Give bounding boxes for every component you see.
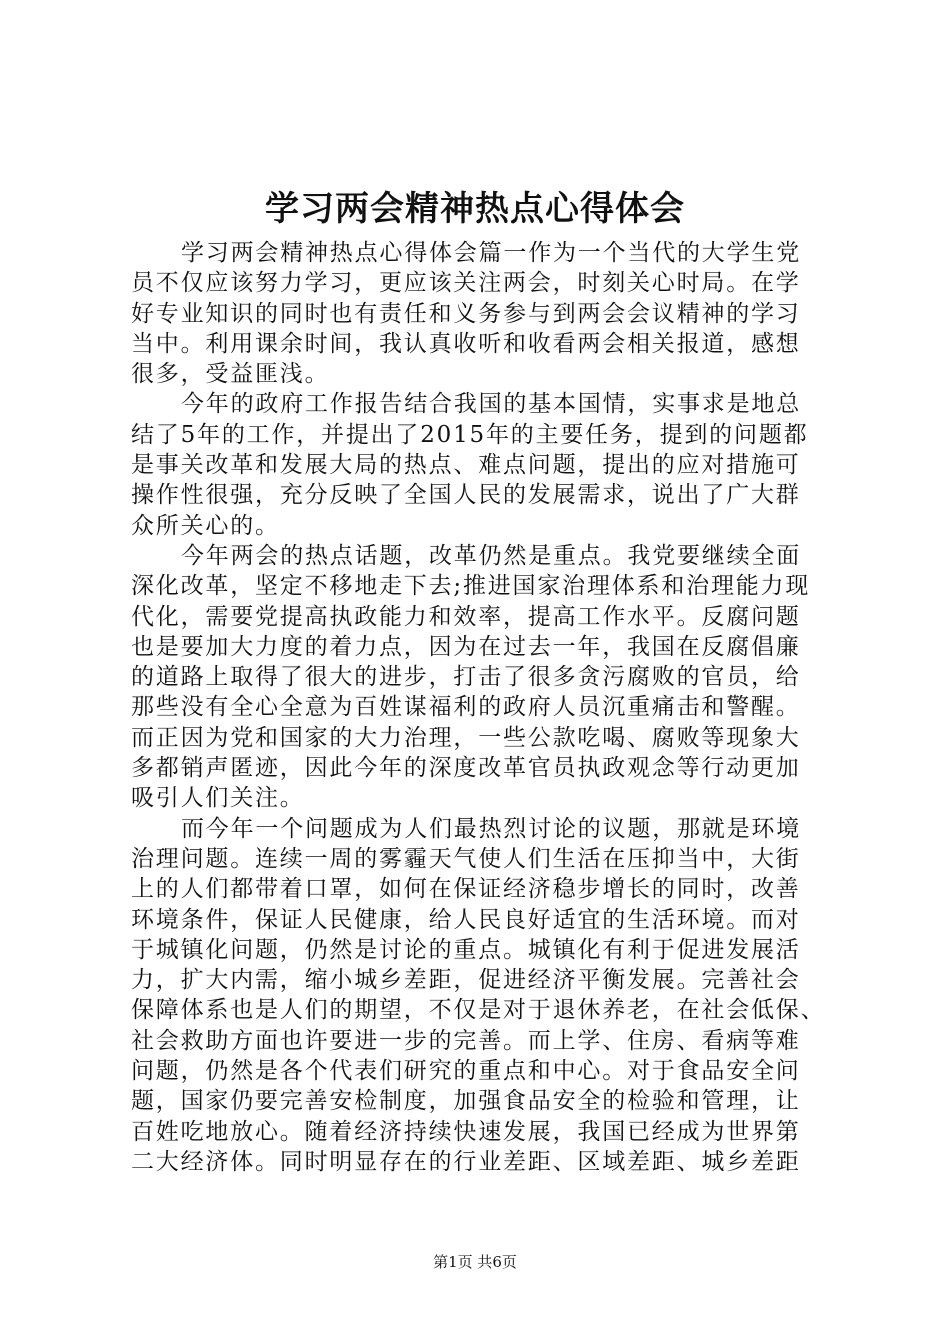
body-line: 于城镇化问题，仍然是讨论的重点。城镇化有利于促进发展活: [131, 936, 801, 963]
body-line: 多都销声匿迹，因此今年的深度改革官员执政观念等行动更加: [131, 755, 801, 782]
body-line: 好专业知识的同时也有责任和义务参与到两会会议精神的学习: [131, 300, 801, 327]
body-line: 员不仅应该努力学习，更应该关注两会，时刻关心时局。在学: [131, 270, 801, 297]
body-line: 那些没有全心全意为百姓谋福利的政府人员沉重痛击和警醒。: [131, 694, 801, 721]
body-line: 吸引人们关注。: [131, 785, 305, 812]
body-line: 治理问题。连续一周的雾霾天气使人们生活在压抑当中，大街: [131, 845, 801, 872]
body-line: 保障体系也是人们的期望，不仅是对于退休养老，在社会低保、: [131, 997, 826, 1024]
body-line: 社会救助方面也许要进一步的完善。而上学、住房、看病等难: [131, 1027, 801, 1054]
body-line: 也是要加大力度的着力点，因为在过去一年，我国在反腐倡廉: [131, 633, 801, 660]
body-line: 结了5年的工作，并提出了2015年的主要任务，提到的问题都: [131, 421, 809, 448]
body-line: 上的人们都带着口罩，如何在保证经济稳步增长的同时，改善: [131, 876, 801, 903]
body-line: 是事关改革和发展大局的热点、难点问题，提出的应对措施可: [131, 452, 801, 479]
body-line: 众所关心的。: [131, 512, 280, 539]
body-line: 今年两会的热点话题，改革仍然是重点。我党要继续全面: [181, 542, 801, 569]
body-line: 题，国家仍要完善安检制度，加强食品安全的检验和管理，让: [131, 1088, 801, 1115]
document-body: [131, 238, 831, 1177]
body-line: 当中。利用课余时间，我认真收听和收看两会相关报道，感想: [131, 330, 801, 357]
body-line: 百姓吃地放心。随着经济持续快速发展，我国已经成为世界第: [131, 1118, 801, 1145]
body-line: 代化，需要党提高执政能力和效率，提高工作水平。反腐问题: [131, 603, 801, 630]
body-line: 环境条件，保证人民健康，给人民良好适宜的生活环境。而对: [131, 906, 801, 933]
body-line: 力，扩大内需，缩小城乡差距，促进经济平衡发展。完善社会: [131, 967, 801, 994]
body-line: 很多，受益匪浅。: [131, 361, 330, 388]
body-line: 深化改革，坚定不移地走下去;推进国家治理体系和治理能力现: [131, 573, 811, 600]
page-footer: 第1页 共6页: [433, 1253, 517, 1271]
body-line: 而正因为党和国家的大力治理，一些公款吃喝、腐败等现象大: [131, 724, 801, 751]
document-title: 学习两会精神热点心得体会: [265, 189, 685, 229]
body-line: 操作性很强，充分反映了全国人民的发展需求，说出了广大群: [131, 482, 801, 509]
body-line: 今年的政府工作报告结合我国的基本国情，实事求是地总: [181, 391, 801, 418]
body-line: 而今年一个问题成为人们最热烈讨论的议题，那就是环境: [181, 815, 801, 842]
body-line: 学习两会精神热点心得体会篇一作为一个当代的大学生党: [181, 240, 801, 266]
body-line: 问题，仍然是各个代表们研究的重点和中心。对于食品安全问: [131, 1058, 801, 1085]
body-line: 的道路上取得了很大的进步，打击了很多贪污腐败的官员，给: [131, 664, 801, 691]
body-line: 二大经济体。同时明显存在的行业差距、区域差距、城乡差距: [131, 1148, 801, 1175]
